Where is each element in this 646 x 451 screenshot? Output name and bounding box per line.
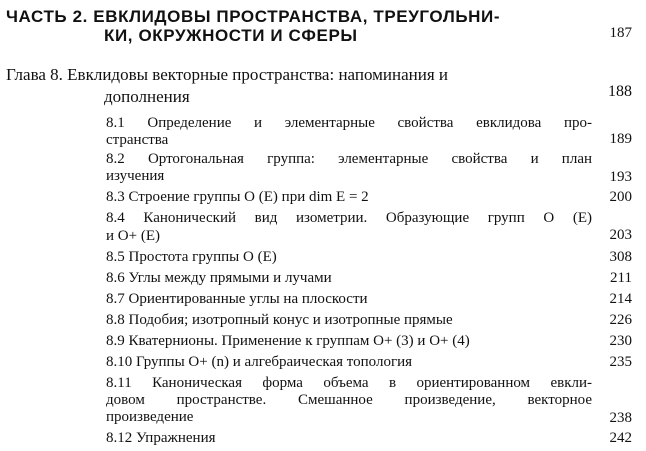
- part-page-number: 187: [609, 25, 632, 41]
- part-title-line-2: КИ, ОКРУЖНОСТИ И СФЕРЫ: [104, 26, 358, 45]
- section-8-8-title: 8.8 Подобия; изотропный конус и изотропные прямые: [106, 312, 453, 328]
- section-8-5-page: 308: [609, 249, 632, 265]
- section-8-10-title: 8.10 Группы O+ (n) и алгебраическая топология: [106, 354, 413, 370]
- section-8-6-page: 211: [610, 270, 632, 286]
- section-8-5-title: 8.5 Простота группы O (E): [106, 249, 277, 265]
- section-8-4-page: 203: [609, 227, 632, 243]
- section-8-12-page: 242: [609, 430, 632, 446]
- section-8-8-page: 226: [609, 312, 632, 328]
- section-8-1-title-line-1: 8.1 Определение и элементарные свойства евклидова про-: [106, 115, 592, 131]
- section-8-11-page: 238: [609, 410, 632, 426]
- section-8-1-page: 189: [609, 131, 632, 147]
- section-8-3-title: 8.3 Строение группы O (E) при dim E = 2: [106, 189, 369, 205]
- section-8-3-page: 200: [609, 189, 632, 205]
- chapter-title-line-1: Глава 8. Евклидовы векторные пространства: напоминания и: [6, 65, 448, 84]
- section-8-2-title-line-1: 8.2 Ортогональная группа: элементарные свойства и план: [106, 151, 592, 167]
- section-8-11-title-line-3: произведение: [106, 409, 194, 425]
- section-8-7-title: 8.7 Ориентированные углы на плоскости: [106, 291, 368, 307]
- part-title-line-1: ЧАСТЬ 2. ЕВКЛИДОВЫ ПРОСТРАНСТВА, ТРЕУГОЛЬНИ-: [6, 7, 501, 26]
- section-8-12-title: 8.12 Упражнения: [106, 430, 216, 446]
- chapter-page-number: 188: [608, 83, 632, 100]
- section-8-9-title: 8.9 Кватернионы. Применение к группам O+ (3) и O+ (4): [106, 333, 470, 349]
- section-8-7-page: 214: [609, 291, 632, 307]
- section-8-11-title-line-2: довом пространстве. Смешанное произведение, векторное: [106, 392, 592, 408]
- section-8-4-title-line-2: и O+ (E): [106, 228, 160, 244]
- section-8-6-title: 8.6 Углы между прямыми и лучами: [106, 270, 332, 286]
- section-8-2-page: 193: [609, 169, 632, 185]
- section-8-1-title-line-2: странства: [106, 132, 169, 148]
- section-8-9-page: 230: [609, 333, 632, 349]
- section-8-4-title-line-1: 8.4 Канонический вид изометрии. Образующие групп O (E): [106, 210, 592, 226]
- section-8-11-title-line-1: 8.11 Каноническая форма объема в ориентированном евкли-: [106, 375, 592, 391]
- chapter-title-line-2: дополнения: [104, 87, 190, 106]
- section-8-10-page: 235: [609, 354, 632, 370]
- section-8-2-title-line-2: изучения: [106, 168, 165, 184]
